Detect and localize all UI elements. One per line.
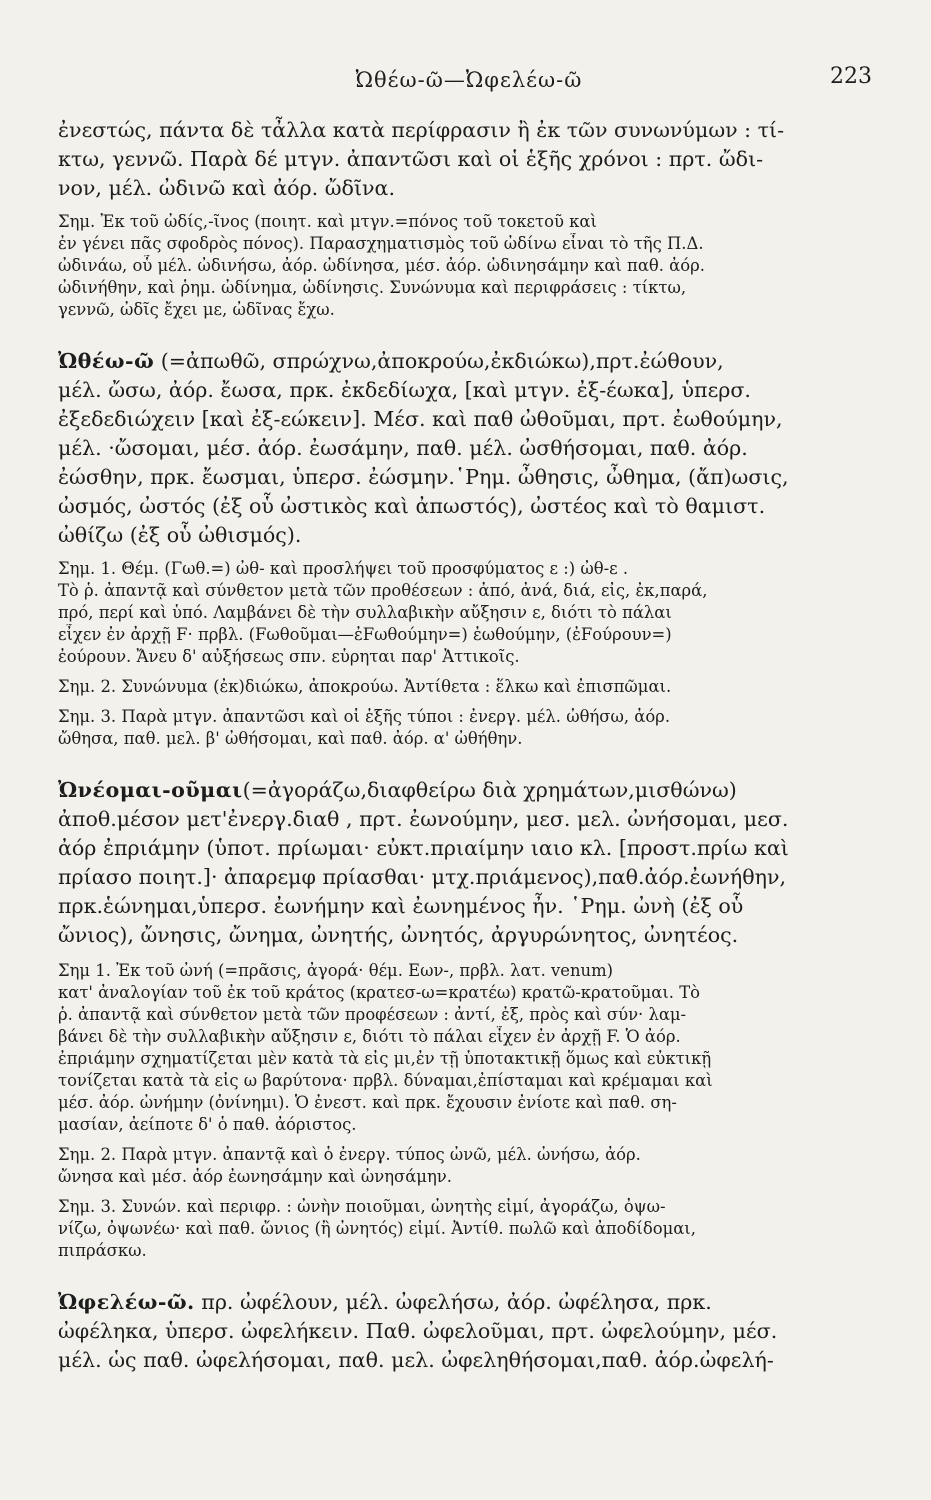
text-line <box>58 834 880 863</box>
line-text: Τὸ ῥ. ἀπαντᾷ καὶ σύνθετον μετὰ τῶν προθέσεων : ἀπό, ἀνά, διά, εἰς, ἐκ,παρά, <box>58 581 708 600</box>
text-line <box>58 646 880 668</box>
text-line <box>58 174 880 203</box>
text-line <box>58 211 880 233</box>
text-line <box>58 1317 880 1346</box>
note-oneomai-note1 <box>58 960 880 1136</box>
text-line <box>58 624 880 646</box>
line-text: ἐπριάμην σχηματίζεται μὲν κατὰ τὰ εἰς μι,ἐν τῇ ὑποτακτικῇ ὅμως καὶ εὐκτικῇ <box>58 1049 712 1068</box>
lemma-headword: Ὠνέομαι-οῦμαι <box>58 778 243 802</box>
note-oneomai-note2 <box>58 1144 880 1188</box>
line-text: πρκ.ἑώνημαι,ὑπερσ. ἐωνήμην καὶ ἐωνημένος ἦν. ῾Ρημ. ὠνὴ (ἐξ οὗ <box>58 894 744 918</box>
lemma-headword: Ὠθέω-ῶ <box>58 349 155 373</box>
line-text: ἀποθ.μέσον μετ'ἐνεργ.διαθ , πρτ. ἐωνούμην, μεσ. μελ. ὠνήσομαι, μεσ. <box>58 807 789 831</box>
note-odino-note <box>58 211 880 321</box>
text-line <box>58 728 880 750</box>
line-text: Σημ. Ἐκ τοῦ ὠδίς,-ῖνος (ποιητ. καὶ μτγν.=πόνος τοῦ τοκετοῦ καὶ <box>58 212 597 231</box>
line-text: μασίαν, ἀείποτε δ' ὁ παθ. ἀόριστος. <box>58 1115 357 1134</box>
line-text: ὤνιος), ὤνησις, ὤνημα, ὠνητής, ὠνητός, ἀργυρώνητος, ὠνητέος. <box>58 923 739 947</box>
line-text: Σημ. 1. Θέμ. (Γωθ.=) ὠθ- καὶ προσλήψει τοῦ προσφύματος ε :) ὠθ-ε . <box>58 559 629 578</box>
line-text: πρό, περί καὶ ὑπό. Λαμβάνει δὲ τὴν συλλαβικὴν αὔξησιν ε, διότι τὸ πάλαι <box>58 603 672 622</box>
line-text: βάνει δὲ τὴν συλλαβικὴν αὔξησιν ε, διότι τὸ πάλαι εἶχεν ἐν ἀρχῇ F. Ὁ ἀόρ. <box>58 1027 681 1046</box>
running-head: Ὠθέω-ῶ—Ὠφελέω-ῶ <box>355 68 583 92</box>
text-line <box>58 960 880 982</box>
text-line <box>58 1048 880 1070</box>
text-line <box>58 255 880 277</box>
entry-oneomai-entry <box>58 776 880 950</box>
entry-ofeleo-entry <box>58 1288 880 1375</box>
line-text: ἐούρουν. Ἄνευ δ' αὐξήσεως σπν. εὑρηται παρ' Ἀττικοῖς. <box>58 647 520 666</box>
text-line <box>58 299 880 321</box>
text-line <box>58 921 880 950</box>
note-otheo-note1 <box>58 558 880 668</box>
line-text: τονίζεται κατὰ τὰ εἰς ω βαρύτονα· πρβλ. δύναμαι,ἐπίσταμαι καὶ κρέμαμαι καὶ <box>58 1071 713 1090</box>
line-text: Σημ. 2. Παρὰ μτγν. ἀπαντᾷ καὶ ὁ ἐνεργ. τύπος ὠνῶ, μέλ. ὠνήσω, ἀόρ. <box>58 1145 641 1164</box>
text-line <box>58 1144 880 1166</box>
line-text: πρίασο ποιητ.]· ἀπαρεμφ πρίασθαι· μτχ.πριάμενος),παθ.ἀόρ.ἐωνήθην, <box>58 865 787 889</box>
line-text: κτω, γεννῶ. Παρὰ δέ μτγν. ἀπαντῶσι καὶ οἱ ἑξῆς χρόνοι : πρτ. ὤδι- <box>58 147 764 171</box>
line-text: πιπράσκω. <box>58 1241 147 1260</box>
line-text: ὠδινήθην, καὶ ῥημ. ὠδίνημα, ὠδίνησις. Συνώνυμα καὶ περιφράσεις : τίκτω, <box>58 278 687 297</box>
line-text: ἐνεστώς, πάντα δὲ τἆλλα κατὰ περίφρασιν ἢ ἐκ τῶν συνωνύμων : τί- <box>58 118 785 142</box>
text-line <box>58 233 880 255</box>
text-line <box>58 982 880 1004</box>
line-text: νίζω, ὀψωνέω· καὶ παθ. ὤνιος (ἢ ὠνητός) εἰμί. Ἀντίθ. πωλῶ καὶ ἀποδίδομαι, <box>58 1219 696 1238</box>
note-oneomai-note3 <box>58 1196 880 1262</box>
text-line <box>58 1166 880 1188</box>
line-text: μέσ. ἀόρ. ὠνήμην (ὀνίνημι). Ὁ ἐνεστ. καὶ πρκ. ἔχουσιν ἐνίοτε καὶ παθ. ση- <box>58 1093 677 1112</box>
line-text: ὠθίζω (ἐξ οὗ ὠθισμός). <box>58 523 302 547</box>
line-text: Σημ. 3. Συνών. καὶ περιφρ. : ὠνὴν ποιοῦμαι, ὠνητὴς εἰμί, ἀγοράζω, ὀψω- <box>58 1197 666 1216</box>
text-line <box>58 1026 880 1048</box>
text-line <box>58 463 880 492</box>
text-line <box>58 521 880 550</box>
text-line <box>58 602 880 624</box>
line-text: ὠσμός, ὠστός (ἐξ οὗ ὠστικὸς καὶ ἀπωστός), ὠστέος καὶ τὸ θαμιστ. <box>58 494 766 518</box>
text-line <box>58 1218 880 1240</box>
text-line <box>58 676 880 698</box>
text-line <box>58 376 880 405</box>
text-line <box>58 1114 880 1136</box>
line-text: Σημ. 2. Συνώνυμα (ἐκ)διώκω, ἀποκρούω. Ἀντίθετα : ἕλκω καὶ ἐπισπῶμαι. <box>58 677 672 696</box>
text-line <box>58 863 880 892</box>
line-text: νον, μέλ. ὠδινῶ καὶ ἀόρ. ὤδῖνα. <box>58 176 395 200</box>
line-text: ἐξεδεδιώχειν [καὶ ἐξ-εώκειν]. Μέσ. καὶ παθ ὠθοῦμαι, πρτ. ἐωθούμην, <box>58 407 783 431</box>
text-line <box>58 892 880 921</box>
line-text: ἐν γένει πᾶς σφοδρὸς πόνος). Παρασχηματισμὸς τοῦ ὠδίνω εἶναι τὸ τῆς Π.Δ. <box>58 234 704 253</box>
lemma-headword: Ὠφελέω-ῶ. <box>58 1290 195 1314</box>
line-text: ὠφέληκα, ὑπερσ. ὠφελήκειν. Παθ. ὠφελοῦμαι, πρτ. ὠφελούμην, μέσ. <box>58 1319 778 1343</box>
text-line <box>58 347 880 376</box>
line-text: μέλ. ὤσω, ἀόρ. ἔωσα, πρκ. ἐκδεδίωχα, [καὶ μτγν. ἐξ-έωκα], ὑπερσ. <box>58 378 751 402</box>
line-text: κατ' ἀναλογίαν τοῦ ἐκ τοῦ κράτος (κρατεσ-ω=κρατέω) κρατῶ-κρατοῦμαι. Τὸ <box>58 983 701 1002</box>
text-line <box>58 776 880 805</box>
text-line <box>58 1288 880 1317</box>
line-text: Σημ 1. Ἐκ τοῦ ὠνή (=πρᾶσις, ἀγορά· θέμ. Εων-, πρβλ. λατ. venum) <box>58 961 614 980</box>
text-line <box>58 1240 880 1262</box>
line-text: ὤθησα, παθ. μελ. β' ὠθήσομαι, καὶ παθ. ἀόρ. α' ὠθήθην. <box>58 729 523 748</box>
line-text: (=ἀπωθῶ, σπρώχνω,ἀποκρούω,ἐκδιώκω),πρτ.ἐώθουν, <box>154 349 724 373</box>
text-line <box>58 116 880 145</box>
line-text: μέλ. ὡς παθ. ὠφελήσομαι, παθ. μελ. ὠφεληθήσομαι,παθ. ἀόρ.ὠφελή- <box>58 1348 774 1372</box>
text-line <box>58 277 880 299</box>
line-text: ῥ. ἀπαντᾷ καὶ σύνθετον μετὰ τῶν προφέσεων : ἀντί, ἐξ, πρὸς καὶ σύν· λαμ- <box>58 1005 687 1024</box>
line-text: πρ. ὠφέλουν, μέλ. ὠφελήσω, ἀόρ. ὠφέλησα, πρκ. <box>194 1290 712 1314</box>
line-text: γεννῶ, ὠδῖς ἔχει με, ὠδῖνας ἔχω. <box>58 300 335 319</box>
text-line <box>58 1092 880 1114</box>
page-header <box>58 60 880 106</box>
line-text: ὤνησα καὶ μέσ. ἀόρ ἐωνησάμην καὶ ὠνησάμην. <box>58 1167 452 1186</box>
text-line <box>58 558 880 580</box>
line-text: ἀόρ ἐπριάμην (ὑποτ. πρίωμαι· εὐκτ.πριαίμην ιαιο κλ. [προστ.πρίω καὶ <box>58 836 789 860</box>
page <box>58 60 880 1480</box>
text-line <box>58 1196 880 1218</box>
note-otheo-note3 <box>58 706 880 750</box>
text-line <box>58 1004 880 1026</box>
text-line <box>58 492 880 521</box>
entry-intro <box>58 116 880 203</box>
line-text: ἐώσθην, πρκ. ἔωσμαι, ὑπερσ. ἐώσμην.῾Ρημ. ὦθησις, ὦθημα, (ἄπ)ωσις, <box>58 465 789 489</box>
text-line <box>58 1070 880 1092</box>
note-otheo-note2 <box>58 676 880 698</box>
text-line <box>58 145 880 174</box>
text-line <box>58 805 880 834</box>
page-number: 223 <box>830 64 872 89</box>
text-line <box>58 706 880 728</box>
line-text: (=ἀγοράζω,διαφθείρω διὰ χρημάτων,μισθώνω) <box>242 778 737 802</box>
line-text: ὠδινάω, οὗ μέλ. ὠδινήσω, ἀόρ. ὠδίνησα, μέσ. ἀόρ. ὠδινησάμην καὶ παθ. ἀόρ. <box>58 256 705 275</box>
line-text: Σημ. 3. Παρὰ μτγν. ἀπαντῶσι καὶ οἱ ἑξῆς τύποι : ἐνεργ. μέλ. ὠθήσω, ἀόρ. <box>58 707 671 726</box>
page-content <box>58 116 880 1375</box>
text-line <box>58 580 880 602</box>
text-line <box>58 434 880 463</box>
text-line <box>58 1346 880 1375</box>
line-text: εἶχεν ἐν ἀρχῇ F· πρβλ. (Fωθοῦμαι—ἐFωθούμην=) ἐωθούμην, (ἐFούρουν=) <box>58 625 672 644</box>
line-text: μέλ. ·ὤσομαι, μέσ. ἀόρ. ἐωσάμην, παθ. μέλ. ὠσθήσομαι, παθ. ἀόρ. <box>58 436 748 460</box>
text-line <box>58 405 880 434</box>
entry-otheo-entry <box>58 347 880 550</box>
